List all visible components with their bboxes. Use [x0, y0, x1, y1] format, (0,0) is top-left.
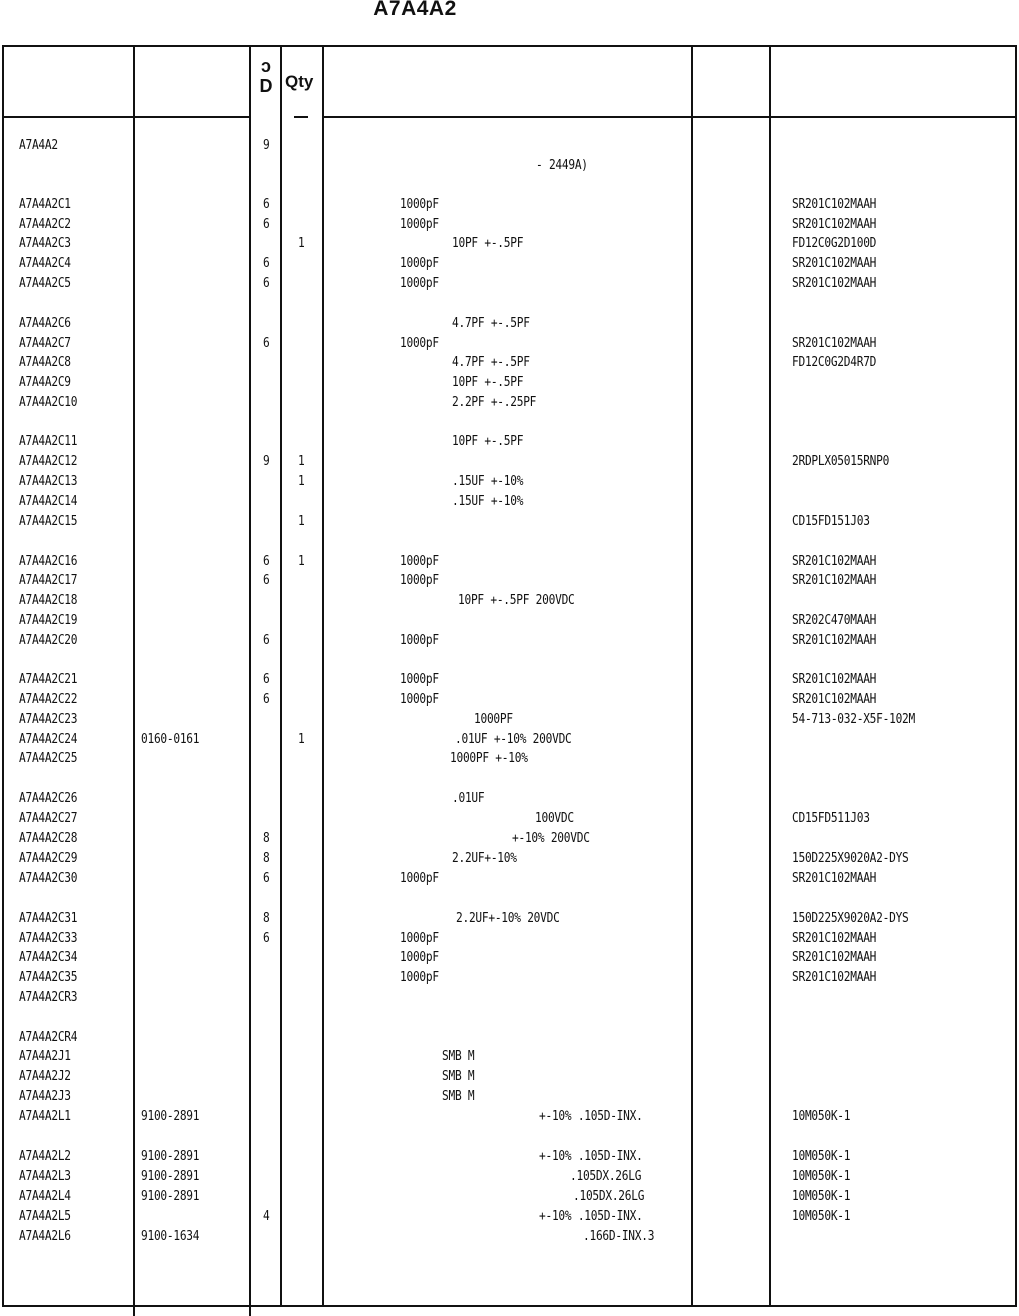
mfr-part-number: SR201C102MAAH — [792, 256, 877, 271]
reference-designator: A7A4A2C22 — [19, 692, 78, 707]
reference-designator: A7A4A2C35 — [19, 970, 78, 985]
column-divider-7 — [769, 45, 771, 1307]
mfr-part-number: 150D225X9020A2-DYS — [792, 911, 909, 926]
check-digit: 9 — [263, 138, 270, 153]
reference-designator: A7A4A2CR4 — [19, 1030, 78, 1045]
mfr-part-number: CD15FD151J03 — [792, 514, 870, 529]
reference-designator: A7A4A2C20 — [19, 633, 78, 648]
part-number: 9100-1634 — [141, 1229, 200, 1244]
reference-designator: A7A4A2C25 — [19, 751, 78, 766]
mfr-part-number: 2RDPLX05015RNP0 — [792, 454, 890, 469]
description: SMB M — [442, 1069, 475, 1084]
part-number: 0160-0161 — [141, 732, 200, 747]
reference-designator: A7A4A2C33 — [19, 931, 78, 946]
check-digit: 6 — [263, 931, 270, 946]
qty-header-underline — [294, 116, 308, 118]
column-divider-5 — [322, 45, 324, 1307]
cd-column-header — [257, 56, 275, 96]
table-bottom-border — [2, 1305, 1017, 1307]
column-divider-6 — [691, 45, 693, 1307]
mfr-part-number: 10M050K-1 — [792, 1189, 851, 1204]
reference-designator: A7A4A2C6 — [19, 316, 71, 331]
quantity: 1 — [298, 236, 305, 251]
check-digit: 6 — [263, 256, 270, 271]
reference-designator: A7A4A2L2 — [19, 1149, 71, 1164]
reference-designator: A7A4A2C12 — [19, 454, 78, 469]
description: 1000pF — [400, 633, 439, 648]
header-bottom-border-left — [2, 116, 250, 118]
reference-designator: A7A4A2CR3 — [19, 990, 78, 1005]
description: 10PF +-.5PF 200VDC — [458, 593, 575, 608]
description: 10PF +-.5PF — [452, 236, 524, 251]
description: 1000pF — [400, 256, 439, 271]
description: 10PF +-.5PF — [452, 434, 524, 449]
description: 1000pF — [400, 672, 439, 687]
reference-designator: A7A4A2C24 — [19, 732, 78, 747]
reference-designator: A7A4A2L1 — [19, 1109, 71, 1124]
reference-designator: A7A4A2C26 — [19, 791, 78, 806]
description: 2.2PF +-.25PF — [452, 395, 537, 410]
reference-designator: A7A4A2C8 — [19, 355, 71, 370]
cd-header-bottom: D — [259, 76, 273, 96]
description: 1000pF — [400, 931, 439, 946]
check-digit: 6 — [263, 336, 270, 351]
mfr-part-number: FD12C0G2D4R7D — [792, 355, 877, 370]
reference-designator: A7A4A2C16 — [19, 554, 78, 569]
part-number: 9100-2891 — [141, 1169, 200, 1184]
check-digit: 6 — [263, 672, 270, 687]
reference-designator: A7A4A2C7 — [19, 336, 71, 351]
description: 1000pF — [400, 276, 439, 291]
mfr-part-number: SR201C102MAAH — [792, 871, 877, 886]
reference-designator: A7A4A2C13 — [19, 474, 78, 489]
column-divider-8 — [1015, 45, 1017, 1307]
description: 1000pF — [400, 573, 439, 588]
description: 2.2UF+-10% — [452, 851, 517, 866]
check-digit: 6 — [263, 573, 270, 588]
description: SMB M — [442, 1049, 475, 1064]
description: 1000pF — [400, 336, 439, 351]
reference-designator: A7A4A2C9 — [19, 375, 71, 390]
mfr-part-number: SR201C102MAAH — [792, 633, 877, 648]
mfr-part-number: 10M050K-1 — [792, 1109, 851, 1124]
description: .01UF — [452, 791, 485, 806]
description: - 2449A) — [536, 158, 588, 173]
description: 4.7PF +-.5PF — [452, 316, 530, 331]
column-divider-3 — [249, 45, 251, 1316]
mfr-part-number: SR201C102MAAH — [792, 554, 877, 569]
reference-designator: A7A4A2C23 — [19, 712, 78, 727]
check-digit: 6 — [263, 633, 270, 648]
reference-designator: A7A4A2C18 — [19, 593, 78, 608]
reference-designator: A7A4A2L5 — [19, 1209, 71, 1224]
reference-designator: A7A4A2C14 — [19, 494, 78, 509]
description: 4.7PF +-.5PF — [452, 355, 530, 370]
mfr-part-number: FD12C0G2D100D — [792, 236, 877, 251]
description: .15UF +-10% — [452, 474, 524, 489]
description: +-10% 200VDC — [512, 831, 590, 846]
quantity: 1 — [298, 474, 305, 489]
part-number: 9100-2891 — [141, 1189, 200, 1204]
mfr-part-number: SR201C102MAAH — [792, 276, 877, 291]
mfr-part-number: 150D225X9020A2-DYS — [792, 851, 909, 866]
description: 1000pF — [400, 692, 439, 707]
reference-designator: A7A4A2 — [19, 138, 58, 153]
description: .01UF +-10% 200VDC — [455, 732, 572, 747]
column-divider-4 — [280, 45, 282, 1307]
reference-designator: A7A4A2C17 — [19, 573, 78, 588]
check-digit: 9 — [263, 454, 270, 469]
mfr-part-number: SR201C102MAAH — [792, 197, 877, 212]
description: .15UF +-10% — [452, 494, 524, 509]
reference-designator: A7A4A2C2 — [19, 217, 71, 232]
mfr-part-number: 10M050K-1 — [792, 1149, 851, 1164]
page-title: A7A4A2 — [373, 0, 457, 20]
description: 1000pF — [400, 197, 439, 212]
description: 2.2UF+-10% 20VDC — [456, 911, 560, 926]
description: +-10% .105D-INX. — [539, 1109, 643, 1124]
description: +-10% .105D-INX. — [539, 1209, 643, 1224]
column-divider-2 — [133, 45, 135, 1316]
description: 10PF +-.5PF — [452, 375, 524, 390]
description: 1000pF — [400, 554, 439, 569]
description: 1000pF — [400, 970, 439, 985]
quantity: 1 — [298, 514, 305, 529]
check-digit: 6 — [263, 217, 270, 232]
description: .105DX.26LG — [573, 1189, 645, 1204]
reference-designator: A7A4A2L3 — [19, 1169, 71, 1184]
reference-designator: A7A4A2C27 — [19, 811, 78, 826]
check-digit: 8 — [263, 851, 270, 866]
part-number: 9100-2891 — [141, 1149, 200, 1164]
check-digit: 8 — [263, 911, 270, 926]
qty-column-header: Qty — [285, 72, 314, 91]
mfr-part-number: 54-713-032-X5F-102M — [792, 712, 915, 727]
mfr-part-number: 10M050K-1 — [792, 1209, 851, 1224]
reference-designator: A7A4A2C5 — [19, 276, 71, 291]
column-divider-1 — [2, 45, 4, 1307]
description: 1000pF — [400, 950, 439, 965]
check-digit: 6 — [263, 276, 270, 291]
description: .105DX.26LG — [570, 1169, 642, 1184]
reference-designator: A7A4A2L4 — [19, 1189, 71, 1204]
table-top-border — [2, 45, 1017, 47]
reference-designator: A7A4A2C10 — [19, 395, 78, 410]
check-digit: 8 — [263, 831, 270, 846]
reference-designator: A7A4A2C29 — [19, 851, 78, 866]
mfr-part-number: SR201C102MAAH — [792, 336, 877, 351]
description: 100VDC — [535, 811, 574, 826]
reference-designator: A7A4A2C34 — [19, 950, 78, 965]
reference-designator: A7A4A2C3 — [19, 236, 71, 251]
description: +-10% .105D-INX. — [539, 1149, 643, 1164]
reference-designator: A7A4A2C30 — [19, 871, 78, 886]
description: 1000pF — [400, 217, 439, 232]
check-digit: 6 — [263, 197, 270, 212]
description: 1000PF — [474, 712, 513, 727]
reference-designator: A7A4A2L6 — [19, 1229, 71, 1244]
mfr-part-number: SR201C102MAAH — [792, 573, 877, 588]
quantity: 1 — [298, 554, 305, 569]
description: 1000PF +-10% — [450, 751, 528, 766]
reference-designator: A7A4A2J2 — [19, 1069, 71, 1084]
mfr-part-number: SR201C102MAAH — [792, 692, 877, 707]
reference-designator: A7A4A2C28 — [19, 831, 78, 846]
reference-designator: A7A4A2C1 — [19, 197, 71, 212]
cd-header-top: ɔ — [260, 56, 271, 76]
reference-designator: A7A4A2C15 — [19, 514, 78, 529]
mfr-part-number: CD15FD511J03 — [792, 811, 870, 826]
check-digit: 6 — [263, 554, 270, 569]
mfr-part-number: 10M050K-1 — [792, 1169, 851, 1184]
quantity: 1 — [298, 732, 305, 747]
mfr-part-number: SR201C102MAAH — [792, 672, 877, 687]
reference-designator: A7A4A2J1 — [19, 1049, 71, 1064]
check-digit: 6 — [263, 871, 270, 886]
mfr-part-number: SR201C102MAAH — [792, 217, 877, 232]
reference-designator: A7A4A2C31 — [19, 911, 78, 926]
check-digit: 6 — [263, 692, 270, 707]
header-bottom-border-right — [323, 116, 1017, 118]
description: SMB M — [442, 1089, 475, 1104]
reference-designator: A7A4A2C11 — [19, 434, 78, 449]
description: 1000pF — [400, 871, 439, 886]
description: .166D-INX.3 — [583, 1229, 655, 1244]
mfr-part-number: SR202C470MAAH — [792, 613, 877, 628]
mfr-part-number: SR201C102MAAH — [792, 950, 877, 965]
reference-designator: A7A4A2C21 — [19, 672, 78, 687]
mfr-part-number: SR201C102MAAH — [792, 970, 877, 985]
part-number: 9100-2891 — [141, 1109, 200, 1124]
mfr-part-number: SR201C102MAAH — [792, 931, 877, 946]
reference-designator: A7A4A2C19 — [19, 613, 78, 628]
quantity: 1 — [298, 454, 305, 469]
reference-designator: A7A4A2J3 — [19, 1089, 71, 1104]
check-digit: 4 — [263, 1209, 270, 1224]
reference-designator: A7A4A2C4 — [19, 256, 71, 271]
